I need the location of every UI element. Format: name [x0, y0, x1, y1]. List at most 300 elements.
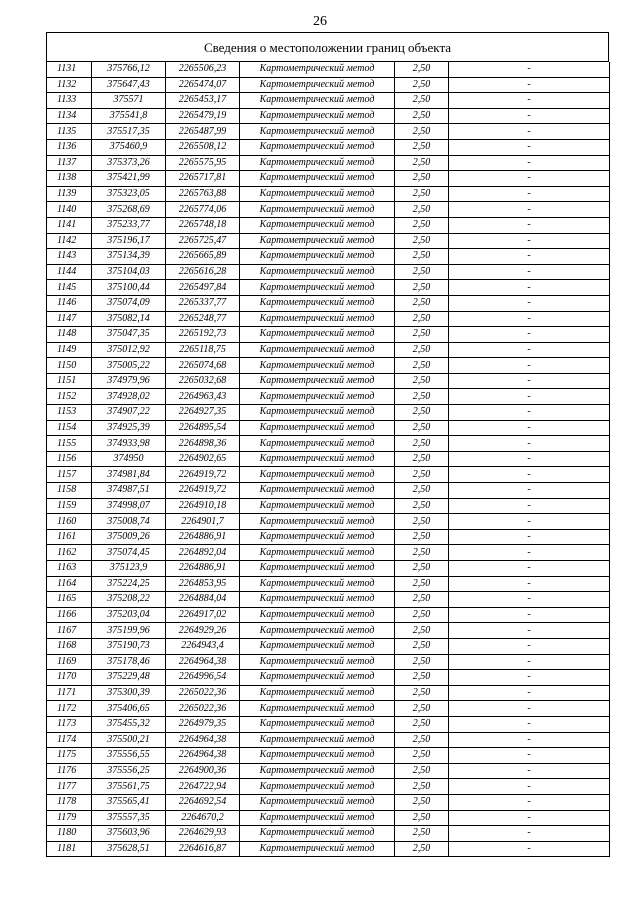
x-coordinate-cell: 375541,8 — [92, 108, 166, 124]
y-coordinate-cell: 2264919,72 — [166, 483, 240, 499]
y-coordinate-cell: 2265506,23 — [166, 62, 240, 77]
method-cell: Картометрический метод — [240, 810, 395, 826]
y-coordinate-cell: 2264616,87 — [166, 841, 240, 857]
y-coordinate-cell: 2264886,91 — [166, 561, 240, 577]
accuracy-cell: 2,50 — [395, 436, 449, 452]
accuracy-cell: 2,50 — [395, 295, 449, 311]
description-cell: - — [449, 716, 610, 732]
y-coordinate-cell: 2264900,36 — [166, 763, 240, 779]
table-row — [47, 483, 610, 499]
table-title: Сведения о местоположении границ объекта — [46, 32, 609, 62]
point-number-cell: 1144 — [47, 264, 92, 280]
description-cell: - — [449, 171, 610, 187]
point-number-cell: 1162 — [47, 545, 92, 561]
table-row — [47, 405, 610, 421]
description-cell: - — [449, 685, 610, 701]
accuracy-cell: 2,50 — [395, 420, 449, 436]
accuracy-cell: 2,50 — [395, 779, 449, 795]
description-cell: - — [449, 841, 610, 857]
y-coordinate-cell: 2264964,38 — [166, 748, 240, 764]
table-row — [47, 716, 610, 732]
x-coordinate-cell: 375455,32 — [92, 716, 166, 732]
description-cell: - — [449, 77, 610, 93]
table-row — [47, 529, 610, 545]
point-number-cell: 1153 — [47, 405, 92, 421]
accuracy-cell: 2,50 — [395, 576, 449, 592]
accuracy-cell: 2,50 — [395, 670, 449, 686]
table-row — [47, 186, 610, 202]
accuracy-cell: 2,50 — [395, 732, 449, 748]
x-coordinate-cell: 375199,96 — [92, 623, 166, 639]
y-coordinate-cell: 2265337,77 — [166, 295, 240, 311]
description-cell: - — [449, 249, 610, 265]
point-number-cell: 1131 — [47, 62, 92, 77]
x-coordinate-cell: 375005,22 — [92, 358, 166, 374]
description-cell: - — [449, 483, 610, 499]
accuracy-cell: 2,50 — [395, 763, 449, 779]
method-cell: Картометрический метод — [240, 607, 395, 623]
table-row — [47, 576, 610, 592]
table-row — [47, 264, 610, 280]
coordinates-table — [46, 62, 610, 857]
description-cell: - — [449, 124, 610, 140]
point-number-cell: 1166 — [47, 607, 92, 623]
table-row — [47, 202, 610, 218]
table-row — [47, 514, 610, 530]
accuracy-cell: 2,50 — [395, 498, 449, 514]
y-coordinate-cell: 2265474,07 — [166, 77, 240, 93]
description-cell: - — [449, 139, 610, 155]
x-coordinate-cell: 375517,35 — [92, 124, 166, 140]
x-coordinate-cell: 375421,99 — [92, 171, 166, 187]
method-cell: Картометрический метод — [240, 62, 395, 77]
method-cell: Картометрический метод — [240, 436, 395, 452]
table-row — [47, 607, 610, 623]
accuracy-cell: 2,50 — [395, 108, 449, 124]
description-cell: - — [449, 670, 610, 686]
point-number-cell: 1133 — [47, 93, 92, 109]
description-cell: - — [449, 358, 610, 374]
y-coordinate-cell: 2264629,93 — [166, 826, 240, 842]
y-coordinate-cell: 2264964,38 — [166, 732, 240, 748]
description-cell: - — [449, 280, 610, 296]
method-cell: Картометрический метод — [240, 529, 395, 545]
x-coordinate-cell: 375190,73 — [92, 638, 166, 654]
table-row — [47, 327, 610, 343]
y-coordinate-cell: 2265763,88 — [166, 186, 240, 202]
x-coordinate-cell: 375104,03 — [92, 264, 166, 280]
x-coordinate-cell: 375008,74 — [92, 514, 166, 530]
x-coordinate-cell: 374933,98 — [92, 436, 166, 452]
table-row — [47, 685, 610, 701]
point-number-cell: 1170 — [47, 670, 92, 686]
table-row — [47, 436, 610, 452]
point-number-cell: 1173 — [47, 716, 92, 732]
point-number-cell: 1167 — [47, 623, 92, 639]
table-row — [47, 420, 610, 436]
method-cell: Картометрический метод — [240, 295, 395, 311]
y-coordinate-cell: 2265453,17 — [166, 93, 240, 109]
method-cell: Картометрический метод — [240, 794, 395, 810]
method-cell: Картометрический метод — [240, 202, 395, 218]
y-coordinate-cell: 2264919,72 — [166, 467, 240, 483]
y-coordinate-cell: 2265487,99 — [166, 124, 240, 140]
description-cell: - — [449, 436, 610, 452]
table-row — [47, 638, 610, 654]
accuracy-cell: 2,50 — [395, 217, 449, 233]
point-number-cell: 1181 — [47, 841, 92, 857]
x-coordinate-cell: 375323,05 — [92, 186, 166, 202]
description-cell: - — [449, 295, 610, 311]
method-cell: Картометрический метод — [240, 217, 395, 233]
table-row — [47, 139, 610, 155]
y-coordinate-cell: 2264979,35 — [166, 716, 240, 732]
description-cell: - — [449, 202, 610, 218]
x-coordinate-cell: 375268,69 — [92, 202, 166, 218]
point-number-cell: 1175 — [47, 748, 92, 764]
x-coordinate-cell: 374981,84 — [92, 467, 166, 483]
y-coordinate-cell: 2265725,47 — [166, 233, 240, 249]
table-row — [47, 592, 610, 608]
description-cell: - — [449, 779, 610, 795]
table-row — [47, 498, 610, 514]
method-cell: Картометрический метод — [240, 748, 395, 764]
accuracy-cell: 2,50 — [395, 545, 449, 561]
table-row — [47, 779, 610, 795]
accuracy-cell: 2,50 — [395, 841, 449, 857]
description-cell: - — [449, 529, 610, 545]
method-cell: Картометрический метод — [240, 576, 395, 592]
x-coordinate-cell: 374928,02 — [92, 389, 166, 405]
table-row — [47, 217, 610, 233]
y-coordinate-cell: 2264929,26 — [166, 623, 240, 639]
table-row — [47, 545, 610, 561]
description-cell: - — [449, 545, 610, 561]
y-coordinate-cell: 2265192,73 — [166, 327, 240, 343]
y-coordinate-cell: 2264902,65 — [166, 451, 240, 467]
method-cell: Картометрический метод — [240, 701, 395, 717]
method-cell: Картометрический метод — [240, 139, 395, 155]
y-coordinate-cell: 2265118,75 — [166, 342, 240, 358]
point-number-cell: 1141 — [47, 217, 92, 233]
description-cell: - — [449, 592, 610, 608]
method-cell: Картометрический метод — [240, 186, 395, 202]
table-row — [47, 62, 610, 77]
x-coordinate-cell: 375233,77 — [92, 217, 166, 233]
x-coordinate-cell: 375224,25 — [92, 576, 166, 592]
y-coordinate-cell: 2264910,18 — [166, 498, 240, 514]
x-coordinate-cell: 375460,9 — [92, 139, 166, 155]
x-coordinate-cell: 374925,39 — [92, 420, 166, 436]
table-row — [47, 280, 610, 296]
method-cell: Картометрический метод — [240, 545, 395, 561]
accuracy-cell: 2,50 — [395, 373, 449, 389]
x-coordinate-cell: 375628,51 — [92, 841, 166, 857]
method-cell: Картометрический метод — [240, 732, 395, 748]
y-coordinate-cell: 2264964,38 — [166, 654, 240, 670]
description-cell: - — [449, 576, 610, 592]
description-cell: - — [449, 561, 610, 577]
x-coordinate-cell: 375134,39 — [92, 249, 166, 265]
method-cell: Картометрический метод — [240, 233, 395, 249]
y-coordinate-cell: 2264853,95 — [166, 576, 240, 592]
x-coordinate-cell: 375561,75 — [92, 779, 166, 795]
table-row — [47, 623, 610, 639]
table-row — [47, 841, 610, 857]
description-cell: - — [449, 420, 610, 436]
accuracy-cell: 2,50 — [395, 358, 449, 374]
method-cell: Картометрический метод — [240, 561, 395, 577]
method-cell: Картометрический метод — [240, 826, 395, 842]
accuracy-cell: 2,50 — [395, 467, 449, 483]
x-coordinate-cell: 375571 — [92, 93, 166, 109]
y-coordinate-cell: 2264996,54 — [166, 670, 240, 686]
point-number-cell: 1179 — [47, 810, 92, 826]
y-coordinate-cell: 2265032,68 — [166, 373, 240, 389]
point-number-cell: 1172 — [47, 701, 92, 717]
method-cell: Картометрический метод — [240, 654, 395, 670]
accuracy-cell: 2,50 — [395, 483, 449, 499]
table-row — [47, 763, 610, 779]
method-cell: Картометрический метод — [240, 685, 395, 701]
description-cell: - — [449, 623, 610, 639]
method-cell: Картометрический метод — [240, 249, 395, 265]
table-row — [47, 249, 610, 265]
table-row — [47, 794, 610, 810]
accuracy-cell: 2,50 — [395, 77, 449, 93]
point-number-cell: 1148 — [47, 327, 92, 343]
method-cell: Картометрический метод — [240, 124, 395, 140]
method-cell: Картометрический метод — [240, 420, 395, 436]
point-number-cell: 1142 — [47, 233, 92, 249]
y-coordinate-cell: 2265774,06 — [166, 202, 240, 218]
point-number-cell: 1155 — [47, 436, 92, 452]
description-cell: - — [449, 342, 610, 358]
accuracy-cell: 2,50 — [395, 623, 449, 639]
table-row — [47, 233, 610, 249]
x-coordinate-cell: 375557,35 — [92, 810, 166, 826]
y-coordinate-cell: 2265248,77 — [166, 311, 240, 327]
description-cell: - — [449, 467, 610, 483]
x-coordinate-cell: 375196,17 — [92, 233, 166, 249]
y-coordinate-cell: 2265497,84 — [166, 280, 240, 296]
point-number-cell: 1169 — [47, 654, 92, 670]
table-row — [47, 826, 610, 842]
accuracy-cell: 2,50 — [395, 389, 449, 405]
method-cell: Картометрический метод — [240, 389, 395, 405]
point-number-cell: 1149 — [47, 342, 92, 358]
accuracy-cell: 2,50 — [395, 638, 449, 654]
point-number-cell: 1157 — [47, 467, 92, 483]
accuracy-cell: 2,50 — [395, 155, 449, 171]
method-cell: Картометрический метод — [240, 841, 395, 857]
table-row — [47, 670, 610, 686]
y-coordinate-cell: 2264901,7 — [166, 514, 240, 530]
point-number-cell: 1171 — [47, 685, 92, 701]
description-cell: - — [449, 233, 610, 249]
point-number-cell: 1146 — [47, 295, 92, 311]
description-cell: - — [449, 498, 610, 514]
method-cell: Картометрический метод — [240, 311, 395, 327]
x-coordinate-cell: 374987,51 — [92, 483, 166, 499]
y-coordinate-cell: 2264895,54 — [166, 420, 240, 436]
method-cell: Картометрический метод — [240, 498, 395, 514]
method-cell: Картометрический метод — [240, 405, 395, 421]
description-cell: - — [449, 373, 610, 389]
y-coordinate-cell: 2264886,91 — [166, 529, 240, 545]
y-coordinate-cell: 2264917,02 — [166, 607, 240, 623]
table-row — [47, 124, 610, 140]
table-row — [47, 732, 610, 748]
table-row — [47, 93, 610, 109]
method-cell: Картометрический метод — [240, 327, 395, 343]
description-cell: - — [449, 732, 610, 748]
y-coordinate-cell: 2265508,12 — [166, 139, 240, 155]
accuracy-cell: 2,50 — [395, 327, 449, 343]
y-coordinate-cell: 2264927,35 — [166, 405, 240, 421]
table-row — [47, 389, 610, 405]
y-coordinate-cell: 2265717,81 — [166, 171, 240, 187]
description-cell: - — [449, 155, 610, 171]
y-coordinate-cell: 2264892,04 — [166, 545, 240, 561]
description-cell: - — [449, 654, 610, 670]
y-coordinate-cell: 2265479,19 — [166, 108, 240, 124]
point-number-cell: 1151 — [47, 373, 92, 389]
table-row — [47, 467, 610, 483]
accuracy-cell: 2,50 — [395, 748, 449, 764]
x-coordinate-cell: 375500,21 — [92, 732, 166, 748]
y-coordinate-cell: 2265022,36 — [166, 685, 240, 701]
x-coordinate-cell: 374998,07 — [92, 498, 166, 514]
method-cell: Картометрический метод — [240, 280, 395, 296]
y-coordinate-cell: 2264963,43 — [166, 389, 240, 405]
method-cell: Картометрический метод — [240, 93, 395, 109]
accuracy-cell: 2,50 — [395, 529, 449, 545]
accuracy-cell: 2,50 — [395, 561, 449, 577]
point-number-cell: 1137 — [47, 155, 92, 171]
description-cell: - — [449, 514, 610, 530]
accuracy-cell: 2,50 — [395, 342, 449, 358]
table-row — [47, 701, 610, 717]
description-cell: - — [449, 701, 610, 717]
description-cell: - — [449, 327, 610, 343]
description-cell: - — [449, 264, 610, 280]
accuracy-cell: 2,50 — [395, 451, 449, 467]
accuracy-cell: 2,50 — [395, 249, 449, 265]
y-coordinate-cell: 2264670,2 — [166, 810, 240, 826]
point-number-cell: 1135 — [47, 124, 92, 140]
point-number-cell: 1132 — [47, 77, 92, 93]
accuracy-cell: 2,50 — [395, 794, 449, 810]
point-number-cell: 1145 — [47, 280, 92, 296]
description-cell: - — [449, 794, 610, 810]
x-coordinate-cell: 375047,35 — [92, 327, 166, 343]
point-number-cell: 1143 — [47, 249, 92, 265]
x-coordinate-cell: 375074,45 — [92, 545, 166, 561]
method-cell: Картометрический метод — [240, 716, 395, 732]
x-coordinate-cell: 375178,46 — [92, 654, 166, 670]
table-row — [47, 311, 610, 327]
point-number-cell: 1178 — [47, 794, 92, 810]
x-coordinate-cell: 375603,96 — [92, 826, 166, 842]
x-coordinate-cell: 374979,96 — [92, 373, 166, 389]
point-number-cell: 1154 — [47, 420, 92, 436]
point-number-cell: 1152 — [47, 389, 92, 405]
method-cell: Картометрический метод — [240, 670, 395, 686]
table-row — [47, 451, 610, 467]
x-coordinate-cell: 375556,25 — [92, 763, 166, 779]
point-number-cell: 1161 — [47, 529, 92, 545]
y-coordinate-cell: 2265074,68 — [166, 358, 240, 374]
accuracy-cell: 2,50 — [395, 607, 449, 623]
accuracy-cell: 2,50 — [395, 701, 449, 717]
description-cell: - — [449, 748, 610, 764]
accuracy-cell: 2,50 — [395, 93, 449, 109]
accuracy-cell: 2,50 — [395, 124, 449, 140]
table-row — [47, 171, 610, 187]
accuracy-cell: 2,50 — [395, 826, 449, 842]
x-coordinate-cell: 375647,43 — [92, 77, 166, 93]
method-cell: Картометрический метод — [240, 264, 395, 280]
y-coordinate-cell: 2264722,94 — [166, 779, 240, 795]
x-coordinate-cell: 375203,04 — [92, 607, 166, 623]
description-cell: - — [449, 389, 610, 405]
description-cell: - — [449, 311, 610, 327]
accuracy-cell: 2,50 — [395, 202, 449, 218]
method-cell: Картометрический метод — [240, 763, 395, 779]
accuracy-cell: 2,50 — [395, 654, 449, 670]
table-row — [47, 373, 610, 389]
method-cell: Картометрический метод — [240, 77, 395, 93]
description-cell: - — [449, 93, 610, 109]
description-cell: - — [449, 451, 610, 467]
x-coordinate-cell: 374950 — [92, 451, 166, 467]
point-number-cell: 1136 — [47, 139, 92, 155]
x-coordinate-cell: 375300,39 — [92, 685, 166, 701]
point-number-cell: 1160 — [47, 514, 92, 530]
x-coordinate-cell: 375406,65 — [92, 701, 166, 717]
y-coordinate-cell: 2264692,54 — [166, 794, 240, 810]
method-cell: Картометрический метод — [240, 358, 395, 374]
x-coordinate-cell: 375100,44 — [92, 280, 166, 296]
accuracy-cell: 2,50 — [395, 280, 449, 296]
accuracy-cell: 2,50 — [395, 233, 449, 249]
accuracy-cell: 2,50 — [395, 171, 449, 187]
method-cell: Картометрический метод — [240, 592, 395, 608]
x-coordinate-cell: 375074,09 — [92, 295, 166, 311]
method-cell: Картометрический метод — [240, 779, 395, 795]
method-cell: Картометрический метод — [240, 483, 395, 499]
x-coordinate-cell: 375373,26 — [92, 155, 166, 171]
y-coordinate-cell: 2264943,4 — [166, 638, 240, 654]
point-number-cell: 1150 — [47, 358, 92, 374]
table-row — [47, 561, 610, 577]
x-coordinate-cell: 375565,41 — [92, 794, 166, 810]
x-coordinate-cell: 375766,12 — [92, 62, 166, 77]
x-coordinate-cell: 375208,22 — [92, 592, 166, 608]
point-number-cell: 1163 — [47, 561, 92, 577]
x-coordinate-cell: 375082,14 — [92, 311, 166, 327]
accuracy-cell: 2,50 — [395, 62, 449, 77]
point-number-cell: 1158 — [47, 483, 92, 499]
accuracy-cell: 2,50 — [395, 186, 449, 202]
point-number-cell: 1138 — [47, 171, 92, 187]
y-coordinate-cell: 2264898,36 — [166, 436, 240, 452]
method-cell: Картометрический метод — [240, 373, 395, 389]
table-row — [47, 358, 610, 374]
y-coordinate-cell: 2265616,28 — [166, 264, 240, 280]
point-number-cell: 1164 — [47, 576, 92, 592]
